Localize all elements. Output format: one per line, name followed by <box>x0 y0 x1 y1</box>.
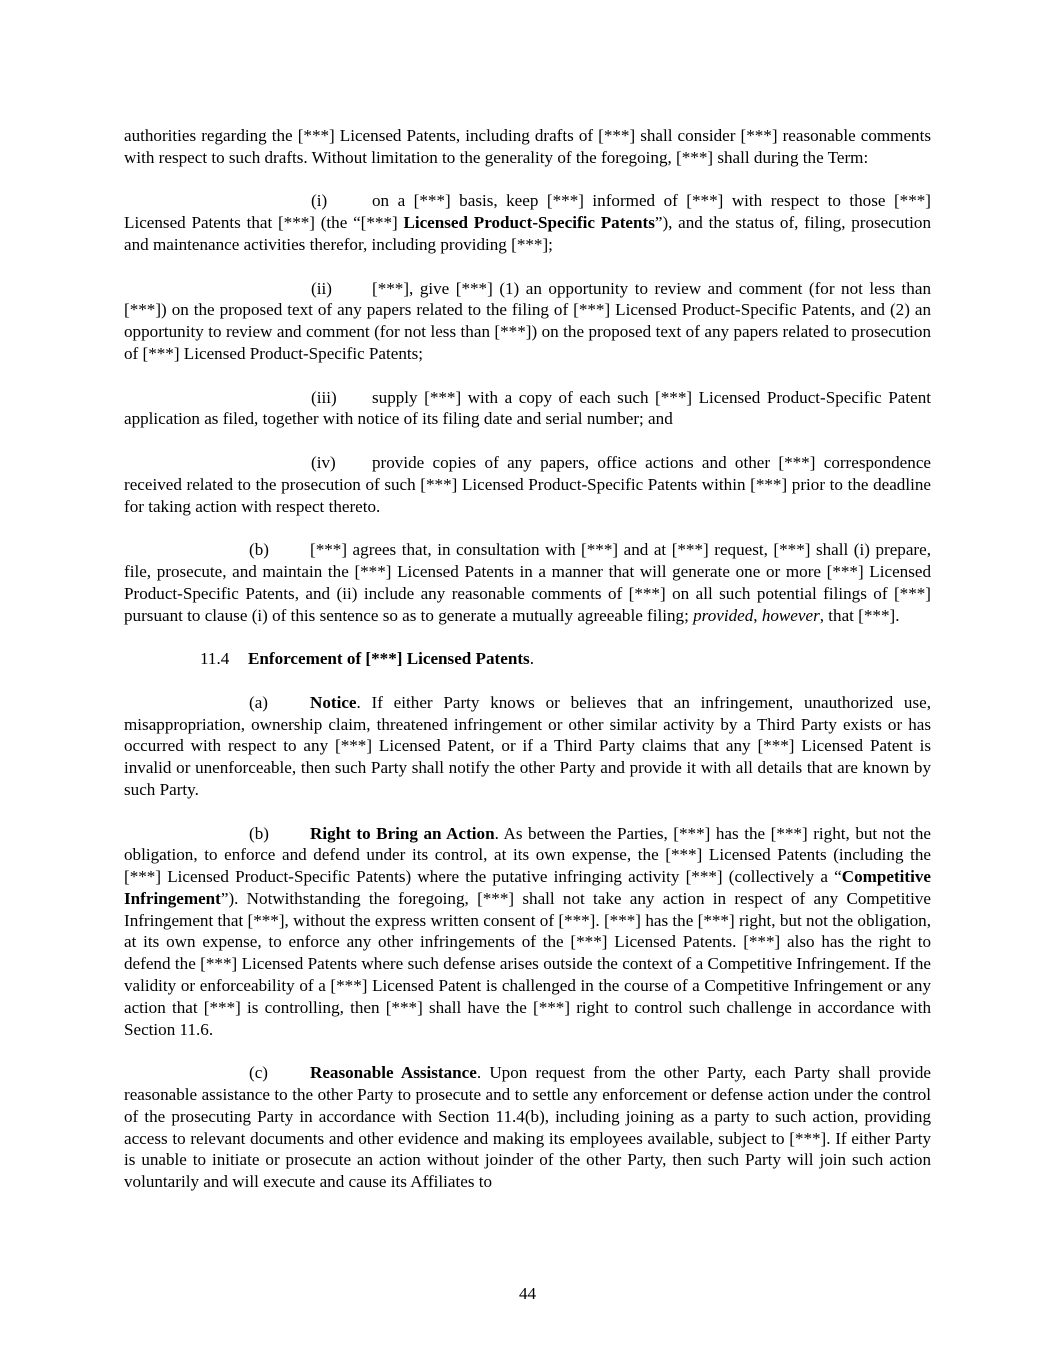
paragraph-item-ii <box>124 278 931 365</box>
subsection-label: (b) <box>249 540 269 560</box>
subsection-label: (b) <box>249 823 269 843</box>
paragraph-right-to-bring-action <box>124 823 931 1041</box>
subsection-title: Right to Bring an Action <box>310 823 495 843</box>
paragraph-text: provide copies of any papers, office actions and other [***] correspondence received related to the prosecution of such [***] Licensed Product-Specific Patents within [***] prior to the deadline for taking action with respect thereto. <box>124 452 931 516</box>
italic-term: provided <box>693 605 754 625</box>
item-label: (iii) <box>311 387 337 407</box>
paragraph-text: ”), and the status of, filing, prosecution and maintenance activities therefor, including providing [***]; <box>124 213 931 254</box>
paragraph-text: . If either Party knows or believes that an infringement, unauthorized use, misappropriation, ownership claim, threatened infringement or other similar activity by a Third Party exists or has occurred with respect to any [***] Licensed Patent, or if a Third Party claims that any [***] Licensed Patent is invalid or unenforceable, then such Party shall notify the other Party and provide it with all details that are known by such Party. <box>124 692 931 799</box>
paragraph-text: . As between the Parties, [***] has the [***] right, but not the obligation, to enforce and defend under its control, at its own expense, the [***] Licensed Patents (including the [***] Licensed Product-Specific Patents) where the putative infringing activity [***] (collectively a “ <box>124 823 931 887</box>
defined-term: Licensed Product-Specific Patents <box>403 213 655 233</box>
paragraph-item-iv <box>124 452 931 517</box>
section-title: Enforcement of [***] Licensed Patents <box>248 649 530 669</box>
paragraph-text: authorities regarding the [***] Licensed Patents, including drafts of [***] shall consider [***] reasonable comments with respect to such drafts. Without limitation to the generality of the foregoing, [***] shall during the Term: <box>124 126 931 167</box>
paragraph-text: , that [***]. <box>819 605 900 625</box>
paragraph-text: [***] agrees that, in consultation with [***] and at [***] request, [***] shall (i) prepare, file, prosecute, and maintain the [***] Licensed Patents in a manner that will generate one or more [***] Licensed Product-Specific Patents, and (ii) include any reasonable comments of [***] on all such potential filings of [***] pursuant to clause (i) of this sentence so as to generate a mutually agreeable filing; <box>124 540 931 625</box>
subsection-title: Notice <box>310 692 357 712</box>
paragraph-reasonable-assistance <box>124 1062 931 1193</box>
paragraph-text: [***], give [***] (1) an opportunity to review and comment (for not less than [***]) on the proposed text of any papers related to the filing of [***] Licensed Product-Specific Patents, and (2) an opportunity to review and comment (for not less than [***]) on the proposed text of any papers related to prosecution of [***] Licensed Product-Specific Patents; <box>124 278 931 363</box>
subsection-label: (c) <box>249 1063 268 1083</box>
paragraph-text: supply [***] with a copy of each such [***] Licensed Product-Specific Patent application as filed, together with notice of its filing date and serial number; and <box>124 387 931 429</box>
paragraph-notice <box>124 692 931 801</box>
section-heading-11-4 <box>124 648 931 670</box>
paragraph-item-iii <box>124 387 931 431</box>
item-label: (ii) <box>311 278 332 298</box>
defined-term: Competitive Infringement <box>124 867 931 908</box>
paragraph-item-i <box>124 190 931 255</box>
subsection-label: (a) <box>249 692 268 712</box>
subsection-title: Reasonable Assistance <box>310 1063 477 1083</box>
item-label: (iv) <box>311 452 336 472</box>
paragraph-intro <box>124 125 931 169</box>
italic-term: however <box>761 605 820 625</box>
section-title-end: . <box>529 649 534 669</box>
paragraph-text: , <box>753 605 762 625</box>
page-number: 44 <box>518 1284 537 1303</box>
section-number: 11.4 <box>200 649 230 669</box>
paragraph-text: . Upon request from the other Party, each Party shall provide reasonable assistance to the other Party to prosecute and to settle any enforcement or defense action under the control of the prosecuting Party in accordance with Section 11.4(b), including joining as a party to such action, providing access to relevant documents and other evidence and making its employees available, subject to [***]. If either Party is unable to initiate or prosecute an action without joinder of the other Party, then such Party will join such action voluntarily and will execute and cause its Affiliates to <box>124 1063 931 1192</box>
paragraph-text: ”). Notwithstanding the foregoing, [***] shall not take any action in respect of any Competitive Infringement that [***], without the express written consent of [***]. [***] has the [***] right, but not the obligation, at its own expense, to enforce any other infringements of the [***] Licensed Patents. [***] also has the right to defend the [***] Licensed Patents where such defense arises outside the context of a Competitive Infringement. If the validity or enforceability of a [***] Licensed Patent is challenged in the course of a Competitive Infringement or any action that [***] is controlling, then [***] shall have the [***] right to control such challenge in accordance with Section 11.6. <box>124 888 931 1039</box>
paragraph-text: on a [***] basis, keep [***] informed of [***] with respect to those [***] Licensed Patents that [***] (the “[***] <box>124 191 931 233</box>
body-text <box>124 125 931 1193</box>
paragraph-subsection-b <box>124 539 931 626</box>
item-label: (i) <box>311 191 328 211</box>
